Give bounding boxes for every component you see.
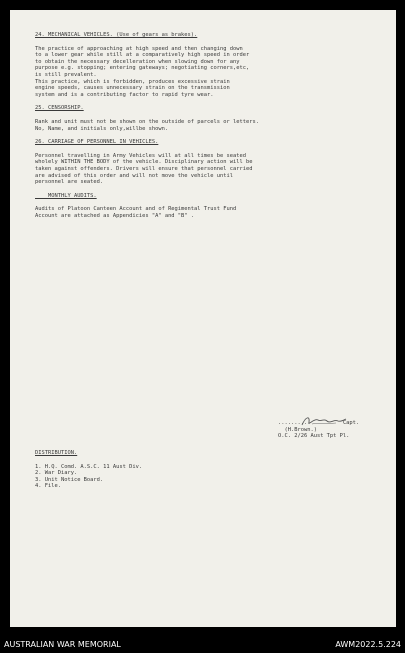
section-heading: 25. CENSORSHIP. — [35, 105, 84, 112]
section-carriage-of-personnel — [35, 139, 375, 186]
paragraph-line: are advised of this order and will not move the vehicle until — [35, 172, 233, 179]
distribution-item: 3. Unit Notice Board. — [35, 476, 104, 483]
paragraph-line: No, Name, and initials only,willbe shown. — [35, 125, 169, 132]
paragraph-line: engine speeds, causes unnecessary strain on the transmission — [35, 85, 230, 92]
distribution-item: 1. H.Q. Comd. A.S.C. 11 Aust Div. — [35, 463, 143, 470]
signature-name: (H.Brown.) — [284, 426, 317, 433]
paragraph-line: to a lower gear while still at a comparatively high speed in order — [35, 52, 250, 59]
paragraph-line: wholely WITHIN THE BODY of the vehicle. Disciplinary action will be — [35, 159, 253, 166]
section-heading: MONTHLY AUDITS. — [35, 192, 97, 199]
document-body — [35, 32, 375, 219]
footer-institution: AUSTRALIAN WAR MEMORIAL — [4, 640, 121, 649]
section-heading: 24. MECHANICAL VEHICLES. (Use of gears as brakes). — [35, 32, 198, 38]
signature-rank: Capt. — [342, 420, 360, 426]
paragraph-line: is still prevalent. — [35, 71, 97, 78]
section-censorship — [35, 105, 375, 132]
section-heading: 26. CARRIAGE OF PERSONNEL IN VEHICLES. — [35, 139, 159, 146]
paragraph-line: This practice, which is forbidden, produces excessive strain — [35, 78, 230, 85]
distribution-item: 4. File. — [35, 483, 61, 490]
paragraph-line: Audits of Platoon Canteen Account and of Regimental Trust Fund — [35, 206, 237, 213]
handwritten-signature — [300, 414, 348, 428]
paragraph-line: system and is a contributing factor to rapid tyre wear. — [35, 91, 214, 98]
section-monthly-audits — [35, 193, 375, 220]
paragraph-line: purpose e.g. stopping; entering gateways; negotiating corners,etc, — [35, 65, 250, 72]
archive-footer — [0, 637, 405, 653]
distribution-block — [35, 450, 335, 490]
section-mechanical-vehicles — [35, 32, 375, 98]
signature-block — [278, 420, 388, 440]
footer-accession-number: AWM2022.5.224 — [335, 640, 401, 649]
paragraph-line: taken against offenders. Drivers will ensure that personnel carried — [35, 165, 253, 172]
paragraph-line: Rank and unit must not be shown on the outside of parcels or letters. — [35, 118, 259, 125]
distribution-heading: DISTRIBUTION. — [35, 450, 78, 456]
document-page — [10, 10, 396, 627]
paragraph-line: personnel are seated. — [35, 179, 104, 186]
paragraph-line: The practice of approaching at high speed and then changing down — [35, 45, 243, 52]
paragraph-line: Personnel travelling in Army Vehicles will at all times be seated — [35, 152, 246, 159]
paragraph-line: to obtain the necessary decelleration when slowing down for any — [35, 58, 240, 65]
distribution-item: 2. War Diary. — [35, 470, 78, 477]
signature-dots: .......... — [278, 420, 311, 426]
paragraph-line: Account are attached as Appendicies "A" and "B" . — [35, 212, 195, 219]
signature-title: O.C. 2/26 Aust Tpt Pl. — [278, 433, 350, 440]
